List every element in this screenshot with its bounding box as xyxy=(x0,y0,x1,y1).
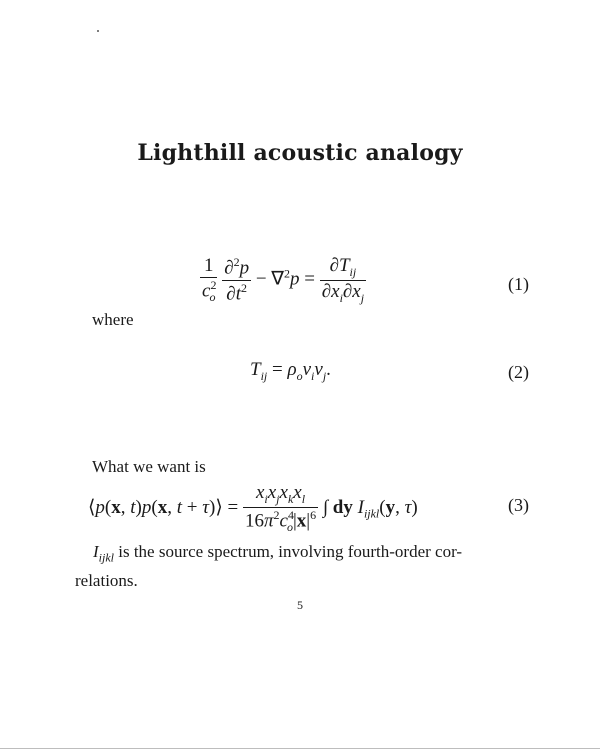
source-spectrum-paragraph xyxy=(75,540,535,593)
equation-1: $\frac{1}{c^2_o}$ $\frac{\partial^2p}{\partial t^2}$ − ∇$^2$p = $\frac{\partial T_{ij}}{\partial x_i\partial x_j}$ xyxy=(202,255,365,305)
what-we-want-text: What we want is xyxy=(92,457,206,476)
scan-edge-line xyxy=(0,748,600,749)
para-text: is the source spectrum, involving fourth-order cor- xyxy=(114,542,463,561)
page-number: 5 xyxy=(297,598,303,612)
equation-3-number: (3) xyxy=(508,495,529,515)
para-symbol-sub: ijkl xyxy=(98,550,114,565)
equation-2-number: (2) xyxy=(508,362,529,382)
equation-1-number: (1) xyxy=(508,274,529,294)
where-text: where xyxy=(92,310,134,329)
para-symbol: I xyxy=(93,542,99,561)
page-title: Lighthill acoustic analogy xyxy=(137,140,463,166)
equation-3: ⟨p(x, t)p(x, t + τ)⟩ = $\frac{x_ix_jx_kx_l}{16\pi^2c^4_o|x|^6}$ ∫ dy $I_{ijkl}(y$, τ) xyxy=(88,482,418,534)
para-line-2: relations. xyxy=(75,571,138,591)
scan-speck xyxy=(97,30,99,32)
equation-2: $T_{ij} = \rho_ov_iv_j$. xyxy=(250,359,331,383)
